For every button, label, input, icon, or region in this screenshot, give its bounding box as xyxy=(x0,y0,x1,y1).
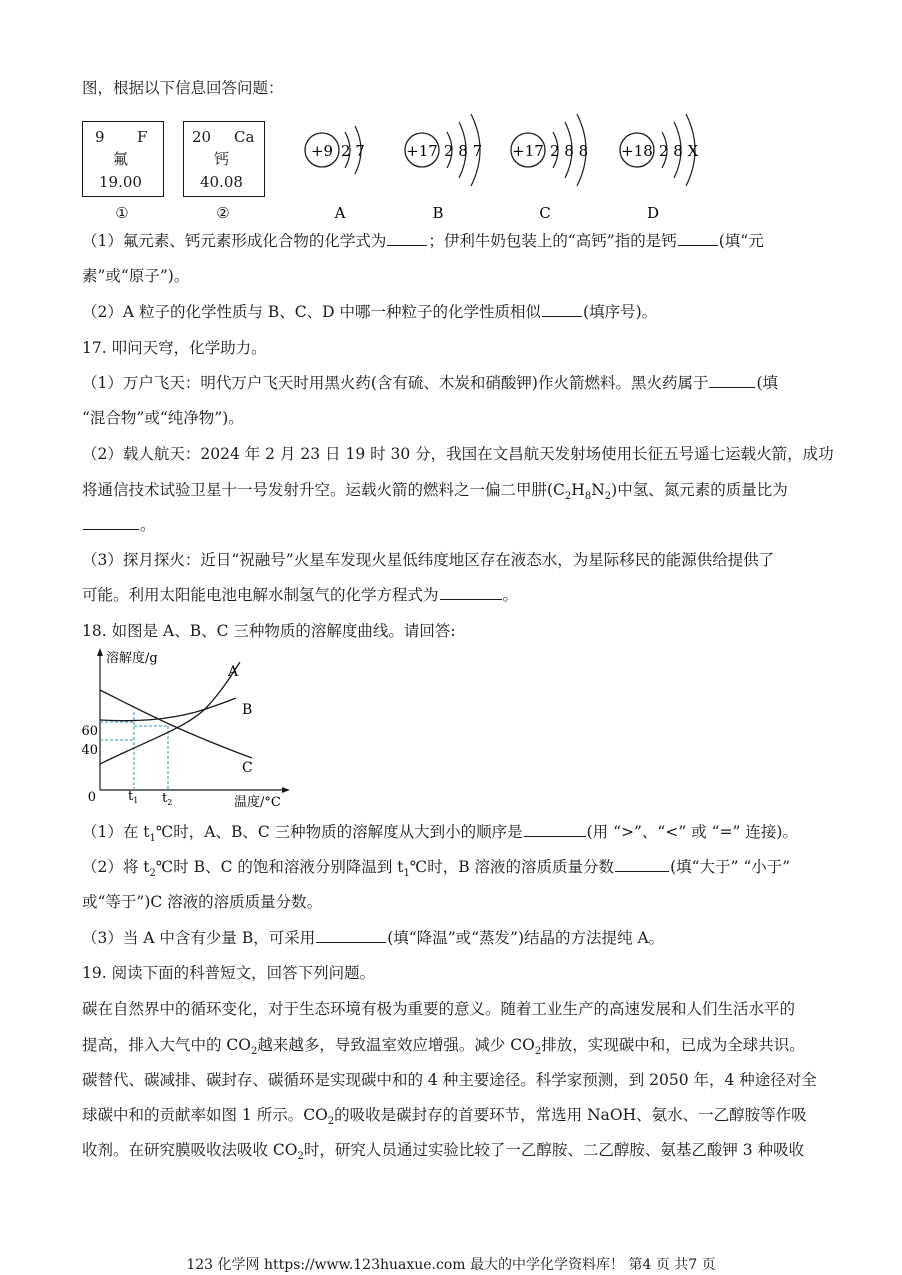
q18-part2-text: ℃时 B、C 的饱和溶液分别降温到 t xyxy=(155,858,404,876)
subscript: 2 xyxy=(149,868,156,880)
subscript: 1 xyxy=(149,833,156,845)
q19-text: 球碳中和的贡献率如图 1 所示。CO xyxy=(82,1106,328,1124)
electron-counts: 2 7 xyxy=(341,142,365,160)
element-name: 氟 xyxy=(113,150,129,168)
q18-part3-text: (填“降温”或“蒸发”)结晶的方法提纯 A。 xyxy=(387,929,665,947)
q16-part2-text: （2）A 粒子的化学性质与 B、C、D 中哪一种粒子的化学性质相似 xyxy=(82,303,542,321)
answer-blank[interactable] xyxy=(678,231,718,246)
nucleus-charge: +9 xyxy=(310,142,334,160)
electron-counts: 2 8 7 xyxy=(444,142,483,160)
q18-part2 xyxy=(82,857,790,884)
q19-paragraph-line xyxy=(82,1140,804,1167)
q18-part3 xyxy=(82,928,664,948)
subscript: 2 xyxy=(297,1151,304,1163)
q16-part2 xyxy=(82,302,657,322)
particle-label: C xyxy=(539,204,551,222)
series-label-c: C xyxy=(242,760,253,776)
q18-part1 xyxy=(82,822,798,849)
element-card-label: ② xyxy=(216,204,230,222)
answer-blank[interactable] xyxy=(83,515,139,530)
y-axis-label: 溶解度/g xyxy=(106,651,158,666)
curve-a xyxy=(100,662,240,764)
answer-blank[interactable] xyxy=(387,231,427,246)
nucleus-charge: +17 xyxy=(406,142,438,160)
origin-label: 0 xyxy=(87,790,96,805)
intro-text: 图，根据以下信息回答问题： xyxy=(82,79,284,97)
subscript: 2 xyxy=(564,491,572,503)
q19-title: 19. 阅读下面的科普短文，回答下列问题。 xyxy=(82,964,376,982)
q18-part1-text: （1）在 t xyxy=(82,823,150,841)
atomic-mass: 40.08 xyxy=(200,173,243,191)
particle-diagrams xyxy=(295,102,715,226)
particle-d xyxy=(620,114,699,222)
formula-part: H xyxy=(571,481,585,499)
q19-text: 收剂。在研究膜吸收法吸收 CO xyxy=(82,1141,298,1159)
q17-part2-text: 。 xyxy=(140,516,156,534)
series-label-b: B xyxy=(242,702,253,718)
q17-part3: （3）探月探火：近日“祝融号”火星车发现火星低纬度地区存在液态水，为星际移民的能源供给提供了 xyxy=(82,551,775,569)
y-axis-arrow xyxy=(97,648,103,656)
q19-paragraph-line: 碳替代、碳减排、碳封存、碳循环是实现碳中和的 4 种主要途径。科学家预测，到 2050 年，4 种途径对全 xyxy=(82,1071,817,1089)
series-label-a: A xyxy=(228,664,239,680)
atomic-number: 9 xyxy=(95,128,105,146)
q17-part3-cont xyxy=(82,585,518,605)
particle-b xyxy=(405,114,482,222)
q18-part1-text: (用 “>”、“<” 或 “=” 连接)。 xyxy=(586,823,798,841)
curve-b xyxy=(100,698,236,721)
q19-text: 的吸收是碳封存的首要环节，常选用 NaOH、氨水、一乙醇胺等作吸 xyxy=(334,1106,807,1124)
element-card-label: ① xyxy=(115,204,129,222)
q19-paragraph-line xyxy=(82,1105,807,1132)
y-tick-label: 40 xyxy=(81,743,98,758)
q18-title: 18. 如图是 A、B、C 三种物质的溶解度曲线。请回答: xyxy=(82,622,456,640)
electron-counts: 2 8 8 xyxy=(550,142,589,160)
q18-part2-cont: 或“等于”)C 溶液的溶质质量分数。 xyxy=(82,893,323,911)
q18-part1-text: ℃时，A、B、C 三种物质的溶解度从大到小的顺序是 xyxy=(155,823,523,841)
particle-a xyxy=(305,126,365,222)
q16-part1-text: ；伊利牛奶包装上的“高钙”指的是钙 xyxy=(428,232,677,250)
x-axis-label: 温度/°C xyxy=(234,795,281,810)
q17-part2-answer xyxy=(82,515,156,535)
answer-blank[interactable] xyxy=(709,373,755,388)
electron-counts: 2 8 X xyxy=(659,142,699,160)
q17-title: 17. 叩问天穹，化学助力。 xyxy=(82,339,267,357)
q16-part1-text: (填“元 xyxy=(718,232,764,250)
subscript: 2 xyxy=(251,1046,258,1058)
nucleus-charge: +17 xyxy=(512,142,544,160)
q16-part2-text: (填序号)。 xyxy=(583,303,658,321)
q17-part2-text: )中氢、氮元素的质量比为 xyxy=(611,481,788,499)
element-symbol: Ca xyxy=(234,128,255,146)
formula-part: N xyxy=(591,481,605,499)
q19-paragraph-line: 碳在自然界中的循环变化，对于生态环境有极为重要的意义。随着工业生产的高速发展和人们生活水平的 xyxy=(82,1000,796,1018)
subscript: 2 xyxy=(534,1046,542,1058)
answer-blank[interactable] xyxy=(440,585,502,600)
particle-label: B xyxy=(432,204,444,222)
q17-part1-text: （1）万户飞天：明代万户飞天时用黑火药(含有硫、木炭和硝酸钾)作火箭燃料。黑火药属于 xyxy=(82,374,709,392)
q18-part3-text: （3）当 A 中含有少量 B，可采用 xyxy=(82,929,316,947)
q18-part2-text: （2）将 t xyxy=(82,858,150,876)
x-tick-label-t2: $t_2$ xyxy=(162,791,173,807)
answer-blank[interactable] xyxy=(316,928,386,943)
q16-part1 xyxy=(82,231,764,251)
element-card-fluorine xyxy=(82,121,164,197)
subscript: 2 xyxy=(604,491,612,503)
subscript: 2 xyxy=(327,1116,335,1128)
atomic-number: 20 xyxy=(192,128,212,146)
q16-part1-cont: 素”或“原子”)。 xyxy=(82,267,190,285)
particle-label: D xyxy=(646,204,660,222)
q17-part1-text: (填 xyxy=(756,374,779,392)
q18-part2-text: (填“大于” “小于” xyxy=(670,858,791,876)
particle-c xyxy=(511,114,588,222)
element-name: 钙 xyxy=(214,150,230,168)
q19-text: 提高，排入大气中的 CO xyxy=(82,1036,251,1054)
atomic-mass: 19.00 xyxy=(99,173,142,191)
particle-label: A xyxy=(334,204,346,222)
q19-text: 排放，实现碳中和，已成为全球共识。 xyxy=(541,1036,805,1054)
subscript: 1 xyxy=(403,868,410,880)
x-tick-label-t1: $t_1$ xyxy=(128,789,139,805)
q19-text: 时，研究人员通过实验比较了一乙醇胺、二乙醇胺、氨基乙酸钾 3 种吸收 xyxy=(303,1141,805,1159)
element-card-calcium xyxy=(183,121,265,197)
answer-blank[interactable] xyxy=(615,857,669,872)
q17-part2: （2）载人航天：2024 年 2 月 23 日 19 时 30 分，我国在文昌航天发射场使用长征五号遥七运载火箭，成功 xyxy=(82,445,834,463)
q17-part2-cont xyxy=(82,480,788,507)
page-footer: 123 化学网 https://www.123huaxue.com 最大的中学化学资料库！ 第4 页 共7 页 xyxy=(186,1257,716,1273)
answer-blank[interactable] xyxy=(542,302,582,317)
y-tick-label: 60 xyxy=(81,724,98,739)
subscript: 8 xyxy=(584,491,592,503)
q17-part3-text: 。 xyxy=(502,586,519,604)
q17-part1-cont: “混合物”或“纯净物”)。 xyxy=(82,409,244,427)
q17-part1 xyxy=(82,373,778,393)
x-axis-arrow xyxy=(282,787,290,793)
q19-text: 越来越多，导致温室效应增强。减少 CO xyxy=(257,1036,535,1054)
nucleus-charge: +18 xyxy=(621,142,653,160)
answer-blank[interactable] xyxy=(524,822,586,837)
q16-part1-text: （1）氟元素、钙元素形成化合物的化学式为 xyxy=(82,232,387,250)
element-symbol: F xyxy=(137,128,148,146)
solubility-chart xyxy=(76,646,298,814)
q17-part2-text: 将通信技术试验卫星十一号发射升空。运载火箭的燃料之一偏二甲肼(C xyxy=(82,481,565,499)
q19-paragraph-line xyxy=(82,1035,805,1062)
q17-part3-text: 可能。利用太阳能电池电解水制氢气的化学方程式为 xyxy=(82,586,439,604)
q18-part2-text: ℃时，B 溶液的溶质质量分数 xyxy=(409,858,615,876)
